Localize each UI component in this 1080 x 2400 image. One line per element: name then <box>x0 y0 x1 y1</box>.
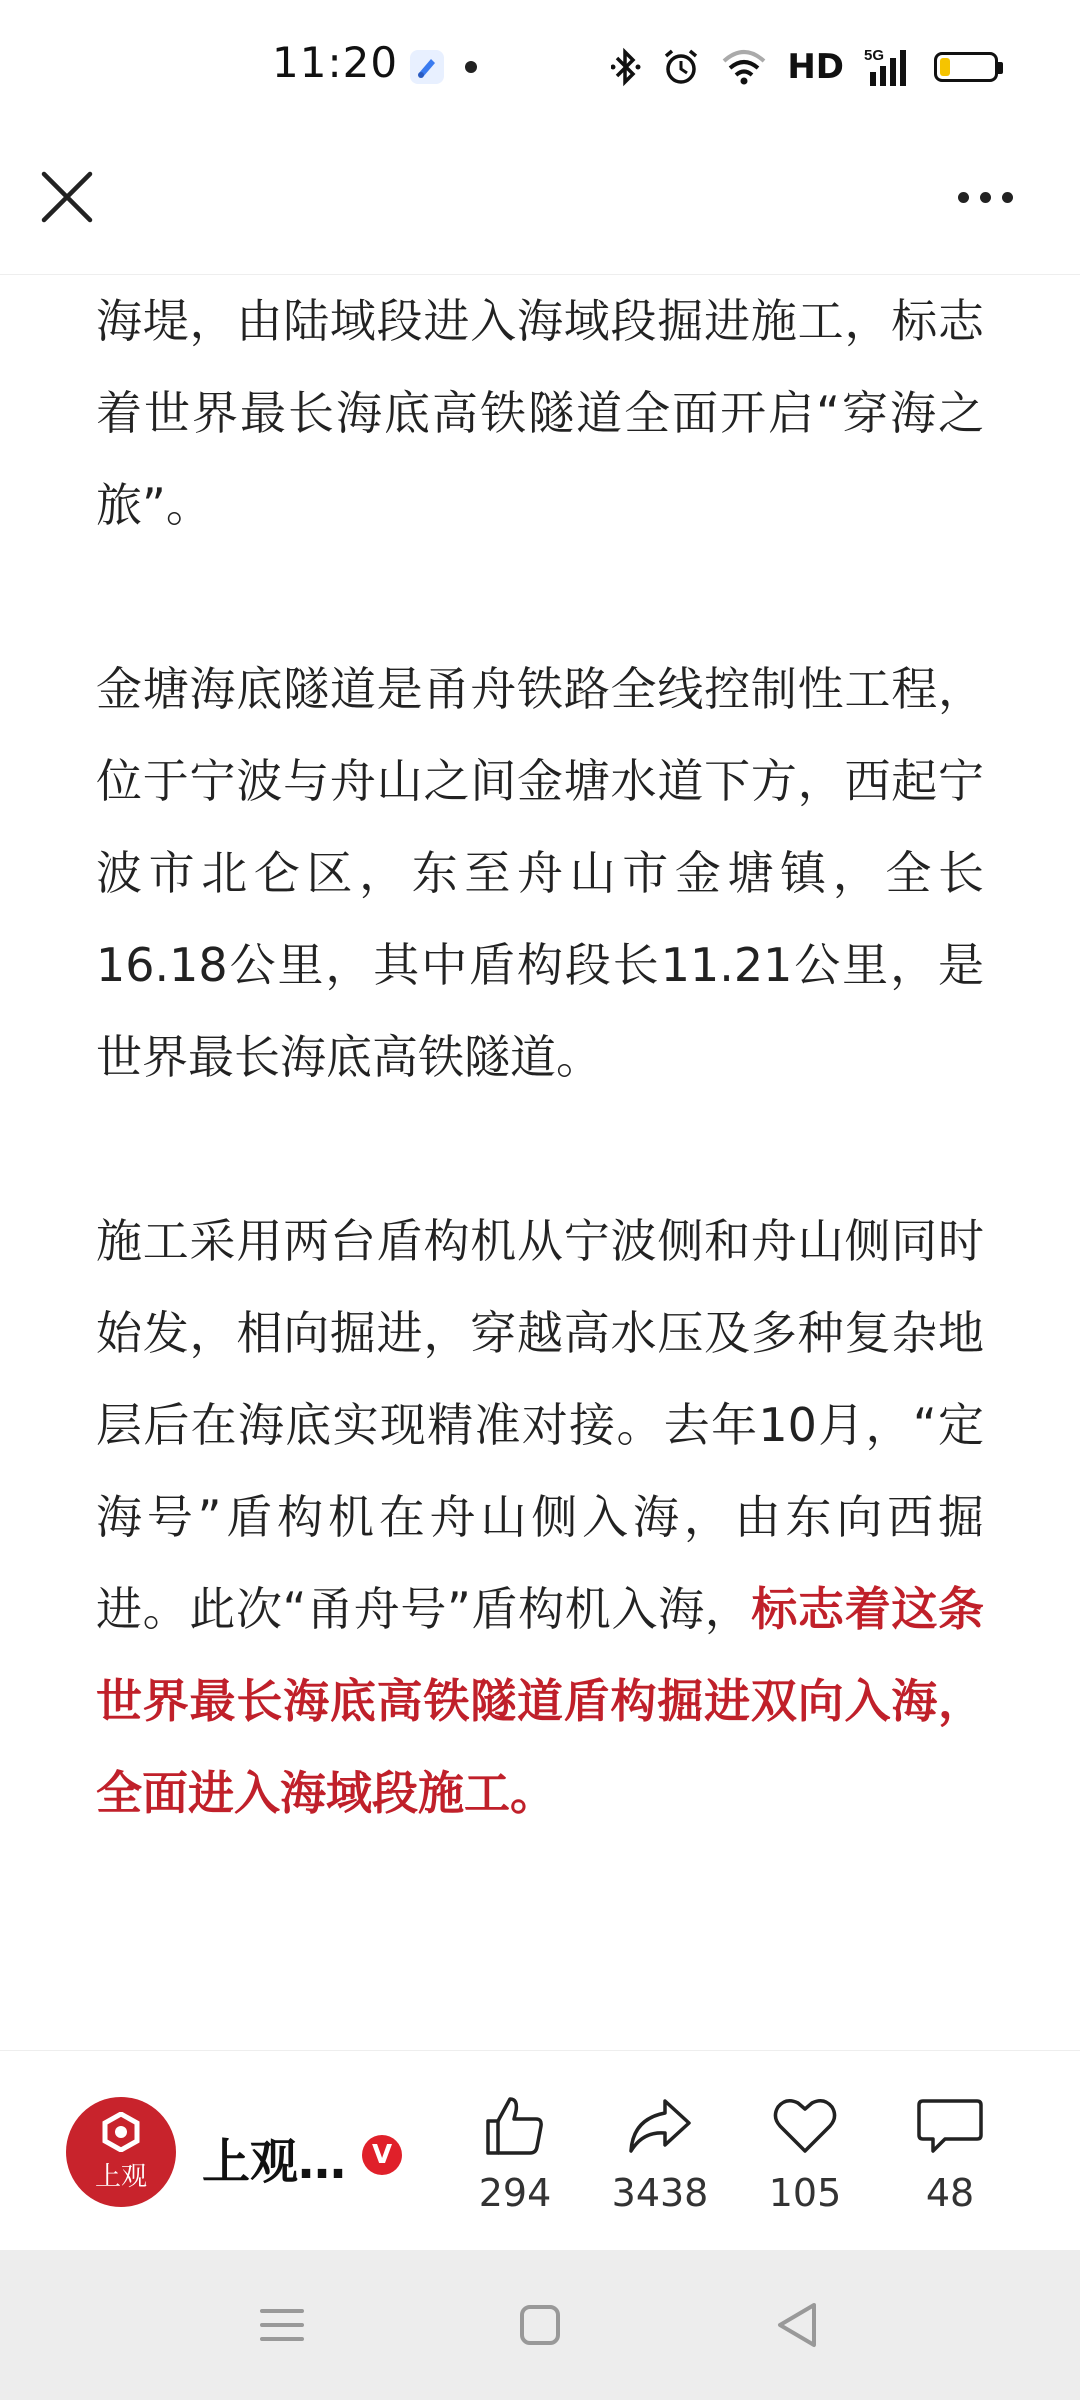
article-paragraph: 海堤，由陆域段进入海域段掘进施工，标志着世界最长海底高铁隧道全面开启“穿海之旅”。 <box>96 294 984 532</box>
signal-icon <box>864 46 914 88</box>
alarm-icon <box>661 47 701 87</box>
close-icon <box>30 160 105 235</box>
notification-dot <box>465 61 477 73</box>
favorite-count: 105 <box>768 2171 842 2215</box>
home-icon <box>510 2295 570 2355</box>
share-button[interactable] <box>595 2091 725 2215</box>
source-logo-text: 上观 <box>94 2161 147 2192</box>
article-paragraph: 金塘海底隧道是甬舟铁路全线控制性工程，位于宁波与舟山之间金塘水道下方，西起宁波市北仑区，东至舟山市金塘镇，全长16.18公里，其中盾构段长11.21公里，是世界最长海底高铁隧道。 <box>96 662 984 1084</box>
back-button[interactable] <box>768 2295 828 2355</box>
wifi-icon <box>721 47 767 87</box>
paragraph-text: 施工采用两台盾构机从宁波侧和舟山侧同时始发，相向掘进，穿越高水压及多种复杂地层后在海底实现精准对接。去年10月，“定海号”盾构机在舟山侧入海，由东向西掘进。此次“甬舟号”盾构机入海， <box>96 1214 984 1636</box>
battery-icon <box>934 52 998 82</box>
share-count: 3438 <box>611 2171 709 2215</box>
source-logo-icon <box>99 2112 143 2152</box>
share-icon <box>625 2091 695 2161</box>
comment-button[interactable] <box>885 2091 1015 2215</box>
heart-icon <box>770 2091 840 2161</box>
status-icons <box>611 42 998 92</box>
comment-count: 48 <box>925 2171 975 2215</box>
like-count: 294 <box>478 2171 552 2215</box>
back-icon <box>768 2295 828 2355</box>
article-body <box>96 275 984 2055</box>
signal-label: 5G <box>864 47 885 64</box>
network-type-label: HD <box>787 47 844 87</box>
more-icon <box>958 192 969 203</box>
app-notification-icon <box>410 50 444 84</box>
bluetooth-icon <box>611 47 641 87</box>
comment-icon <box>915 2091 985 2161</box>
favorite-button[interactable] <box>740 2091 870 2215</box>
source-avatar[interactable] <box>66 2097 176 2207</box>
more-button[interactable] <box>940 160 1030 235</box>
highlighted-text: 标志着这条世界最长海底高铁隧道盾构掘进双向入海，全面进入海域段施工。 <box>96 1582 984 1820</box>
top-nav <box>0 135 1080 275</box>
system-nav-bar <box>0 2250 1080 2400</box>
article-paragraph <box>96 1195 984 1839</box>
thumbs-up-icon <box>480 2091 550 2161</box>
action-bar <box>0 2050 1080 2250</box>
like-button[interactable] <box>450 2091 580 2215</box>
verified-badge: V <box>362 2135 402 2175</box>
home-button[interactable] <box>510 2295 570 2355</box>
menu-button[interactable] <box>252 2295 312 2355</box>
status-bar <box>0 0 1080 135</box>
menu-icon <box>252 2295 312 2355</box>
battery-level <box>940 58 950 76</box>
status-time: 11:20 <box>272 38 399 87</box>
close-button[interactable] <box>30 160 105 235</box>
source-name[interactable]: 上观… <box>202 2134 347 2190</box>
